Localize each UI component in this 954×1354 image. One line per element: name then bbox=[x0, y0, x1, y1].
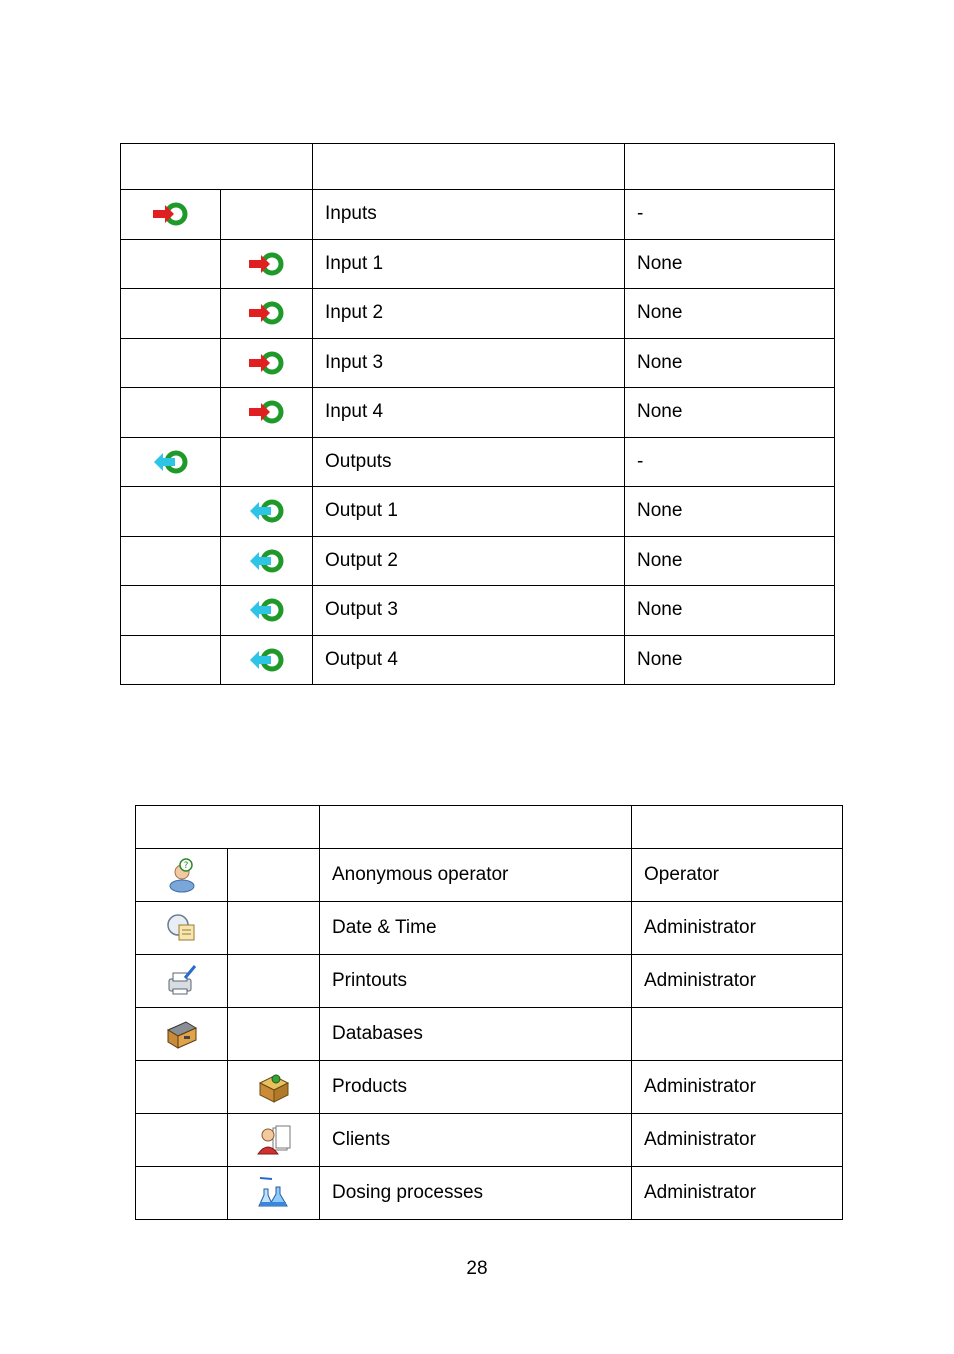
io-header-row bbox=[121, 144, 835, 190]
io-label: Outputs bbox=[313, 437, 625, 487]
menu-icon-cell-1 bbox=[136, 1114, 228, 1167]
product-box-icon bbox=[256, 1069, 292, 1105]
menu-label: Anonymous operator bbox=[320, 849, 632, 902]
output-arrow-icon bbox=[247, 596, 287, 624]
menu-label: Date & Time bbox=[320, 902, 632, 955]
io-row bbox=[121, 338, 835, 388]
menu-row bbox=[136, 1167, 843, 1220]
menu-label: Databases bbox=[320, 1008, 632, 1061]
io-row bbox=[121, 190, 835, 240]
io-label: Output 1 bbox=[313, 487, 625, 537]
io-icon-cell-2 bbox=[221, 586, 313, 636]
io-icon-cell-2 bbox=[221, 239, 313, 289]
menu-icon-cell-2 bbox=[228, 955, 320, 1008]
io-icon-cell-2 bbox=[221, 635, 313, 685]
io-label: Output 3 bbox=[313, 586, 625, 636]
menu-row bbox=[136, 1061, 843, 1114]
menu-row bbox=[136, 1114, 843, 1167]
io-icon-cell-1 bbox=[121, 635, 221, 685]
page-number: 28 bbox=[466, 1258, 488, 1279]
menu-icon-cell-2 bbox=[228, 902, 320, 955]
menu-label: Dosing processes bbox=[320, 1167, 632, 1220]
menu-row bbox=[136, 849, 843, 902]
flask-icon bbox=[256, 1175, 292, 1211]
io-icon-cell-2 bbox=[221, 487, 313, 537]
menu-table bbox=[135, 805, 843, 1220]
menu-row bbox=[136, 1008, 843, 1061]
io-label: Input 1 bbox=[313, 239, 625, 289]
menu-icon-cell-1 bbox=[136, 955, 228, 1008]
menu-icon-cell-1 bbox=[136, 849, 228, 902]
io-row bbox=[121, 586, 835, 636]
io-value: - bbox=[625, 437, 835, 487]
io-value: - bbox=[625, 190, 835, 240]
io-row bbox=[121, 388, 835, 438]
io-icon-cell-2 bbox=[221, 388, 313, 438]
input-arrow-icon bbox=[151, 200, 191, 228]
io-row bbox=[121, 437, 835, 487]
io-value: None bbox=[625, 338, 835, 388]
menu-icon-cell-2 bbox=[228, 1008, 320, 1061]
clock-calendar-icon bbox=[164, 910, 200, 946]
menu-label: Products bbox=[320, 1061, 632, 1114]
menu-value: Administrator bbox=[632, 1061, 843, 1114]
io-icon-cell-2 bbox=[221, 338, 313, 388]
printer-icon bbox=[164, 963, 200, 999]
io-icon-cell-1 bbox=[121, 338, 221, 388]
io-icon-cell-1 bbox=[121, 586, 221, 636]
io-table bbox=[120, 143, 835, 685]
input-arrow-icon bbox=[247, 250, 287, 278]
menu-row bbox=[136, 955, 843, 1008]
menu-icon-cell-2 bbox=[228, 849, 320, 902]
menu-icon-cell-2 bbox=[228, 1061, 320, 1114]
menu-icon-cell-1 bbox=[136, 1061, 228, 1114]
io-label: Inputs bbox=[313, 190, 625, 240]
io-value: None bbox=[625, 388, 835, 438]
client-icon bbox=[256, 1122, 292, 1158]
output-arrow-icon bbox=[151, 448, 191, 476]
output-arrow-icon bbox=[247, 547, 287, 575]
io-value: None bbox=[625, 239, 835, 289]
menu-icon-cell-1 bbox=[136, 1167, 228, 1220]
io-icon-cell-2 bbox=[221, 289, 313, 339]
io-value: None bbox=[625, 487, 835, 537]
io-icon-cell-2 bbox=[221, 190, 313, 240]
io-label: Output 4 bbox=[313, 635, 625, 685]
menu-value: Administrator bbox=[632, 902, 843, 955]
io-value: None bbox=[625, 536, 835, 586]
menu-row bbox=[136, 902, 843, 955]
output-arrow-icon bbox=[247, 497, 287, 525]
database-drawer-icon bbox=[164, 1016, 200, 1052]
io-row bbox=[121, 487, 835, 537]
svg-text:?: ? bbox=[183, 861, 188, 871]
input-arrow-icon bbox=[247, 299, 287, 327]
io-value: None bbox=[625, 586, 835, 636]
io-label: Input 4 bbox=[313, 388, 625, 438]
menu-label: Clients bbox=[320, 1114, 632, 1167]
menu-icon-cell-2 bbox=[228, 1167, 320, 1220]
io-row bbox=[121, 536, 835, 586]
menu-icon-cell-2 bbox=[228, 1114, 320, 1167]
io-icon-cell-2 bbox=[221, 437, 313, 487]
io-icon-cell-2 bbox=[221, 536, 313, 586]
menu-label: Printouts bbox=[320, 955, 632, 1008]
io-icon-cell-1 bbox=[121, 536, 221, 586]
io-row bbox=[121, 239, 835, 289]
io-icon-cell-1 bbox=[121, 487, 221, 537]
io-icon-cell-1 bbox=[121, 437, 221, 487]
menu-icon-cell-1 bbox=[136, 1008, 228, 1061]
input-arrow-icon bbox=[247, 349, 287, 377]
user-question-icon bbox=[164, 857, 200, 893]
io-value: None bbox=[625, 289, 835, 339]
io-icon-cell-1 bbox=[121, 239, 221, 289]
io-label: Input 2 bbox=[313, 289, 625, 339]
io-label: Input 3 bbox=[313, 338, 625, 388]
menu-value: Administrator bbox=[632, 955, 843, 1008]
io-row bbox=[121, 289, 835, 339]
input-arrow-icon bbox=[247, 398, 287, 426]
menu-value: Administrator bbox=[632, 1114, 843, 1167]
menu-value: Operator bbox=[632, 849, 843, 902]
menu-value bbox=[632, 1008, 843, 1061]
menu-icon-cell-1 bbox=[136, 902, 228, 955]
io-label: Output 2 bbox=[313, 536, 625, 586]
menu-header-row bbox=[136, 806, 843, 849]
io-icon-cell-1 bbox=[121, 289, 221, 339]
io-icon-cell-1 bbox=[121, 190, 221, 240]
io-icon-cell-1 bbox=[121, 388, 221, 438]
output-arrow-icon bbox=[247, 646, 287, 674]
menu-value: Administrator bbox=[632, 1167, 843, 1220]
io-row bbox=[121, 635, 835, 685]
io-value: None bbox=[625, 635, 835, 685]
